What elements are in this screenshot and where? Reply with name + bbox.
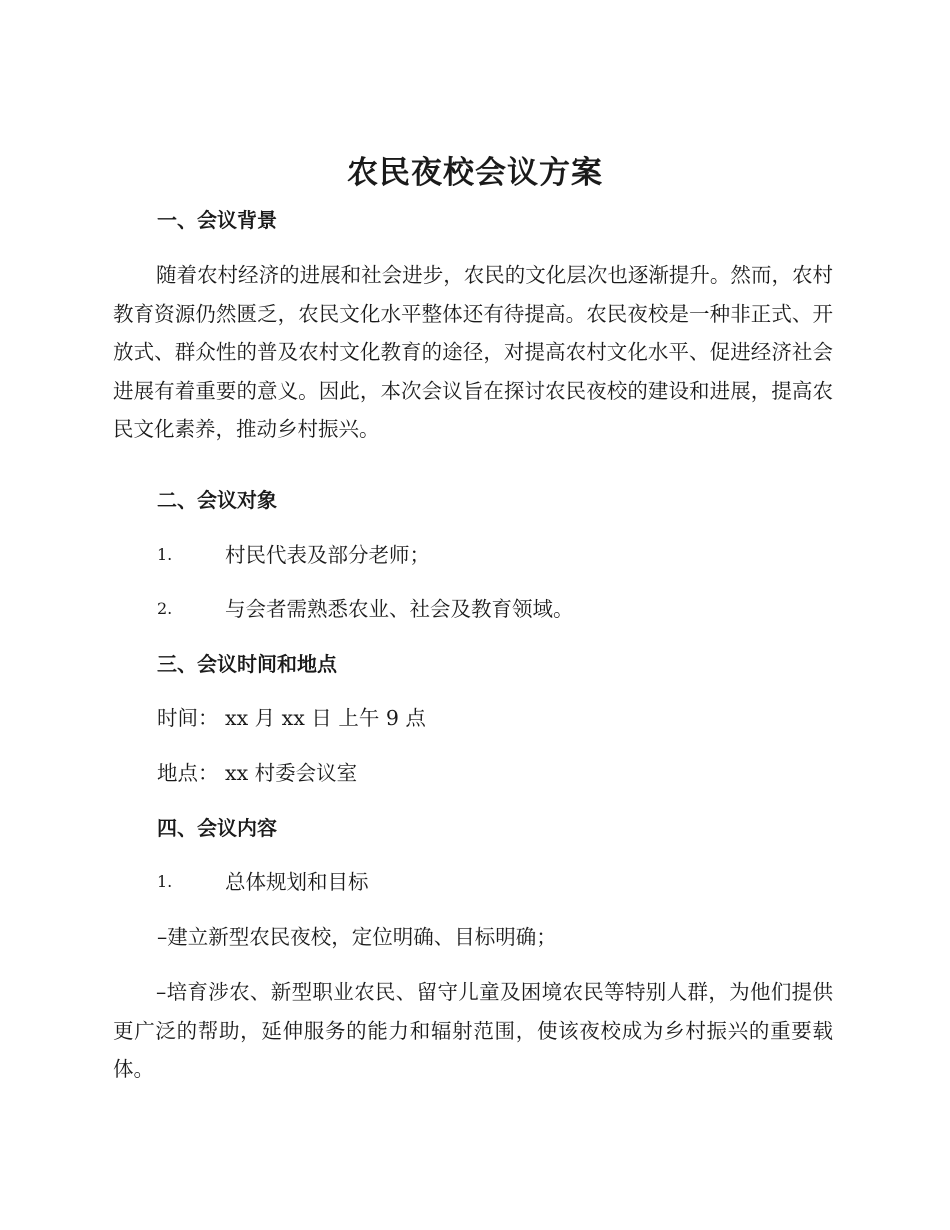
- participant-item-text: 与会者需熟悉农业、社会及教育领域。: [225, 597, 574, 621]
- document-title: 农民夜校会议方案: [347, 155, 603, 191]
- section-heading-time-place: 三、会议时间和地点: [157, 652, 337, 676]
- section-heading-content: 四、会议内容: [157, 816, 277, 840]
- participant-item-number: 2.: [157, 599, 173, 618]
- content-bullet-paragraph: –培育涉农、新型职业农民、留守儿童及困境农民等特别人群，为他们提供更广泛的帮助，延伸服务的能力和辐射范围，使该夜校成为乡村振兴的重要载体。: [113, 980, 833, 1081]
- meeting-time: 时间： xx 月 xx 日 上午 9 点: [157, 706, 426, 730]
- meeting-place: 地点： xx 村委会议室: [157, 761, 358, 785]
- content-item-number: 1.: [157, 872, 173, 891]
- section-heading-background: 一、会议背景: [157, 208, 277, 232]
- content-item-text: 总体规划和目标: [225, 870, 369, 894]
- background-paragraph: 随着农村经济的进展和社会进步，农民的文化层次也逐渐提升。然而，农村教育资源仍然匮乏，农民文化水平整体还有待提高。农民夜校是一种非正式、开放式、群众性的普及农村文化教育的途径，对提高农村文化水平、促进经济社会进展有着重要的意义。因此，本次会议旨在探讨农民夜校的建设和进展，提高农民文化素养，推动乡村振兴。: [113, 263, 833, 441]
- content-bullet: –建立新型农民夜校，定位明确、目标明确；: [157, 925, 557, 949]
- participant-item-text: 村民代表及部分老师；: [225, 543, 430, 567]
- section-heading-participants: 二、会议对象: [157, 488, 277, 512]
- participant-item-number: 1.: [157, 545, 173, 564]
